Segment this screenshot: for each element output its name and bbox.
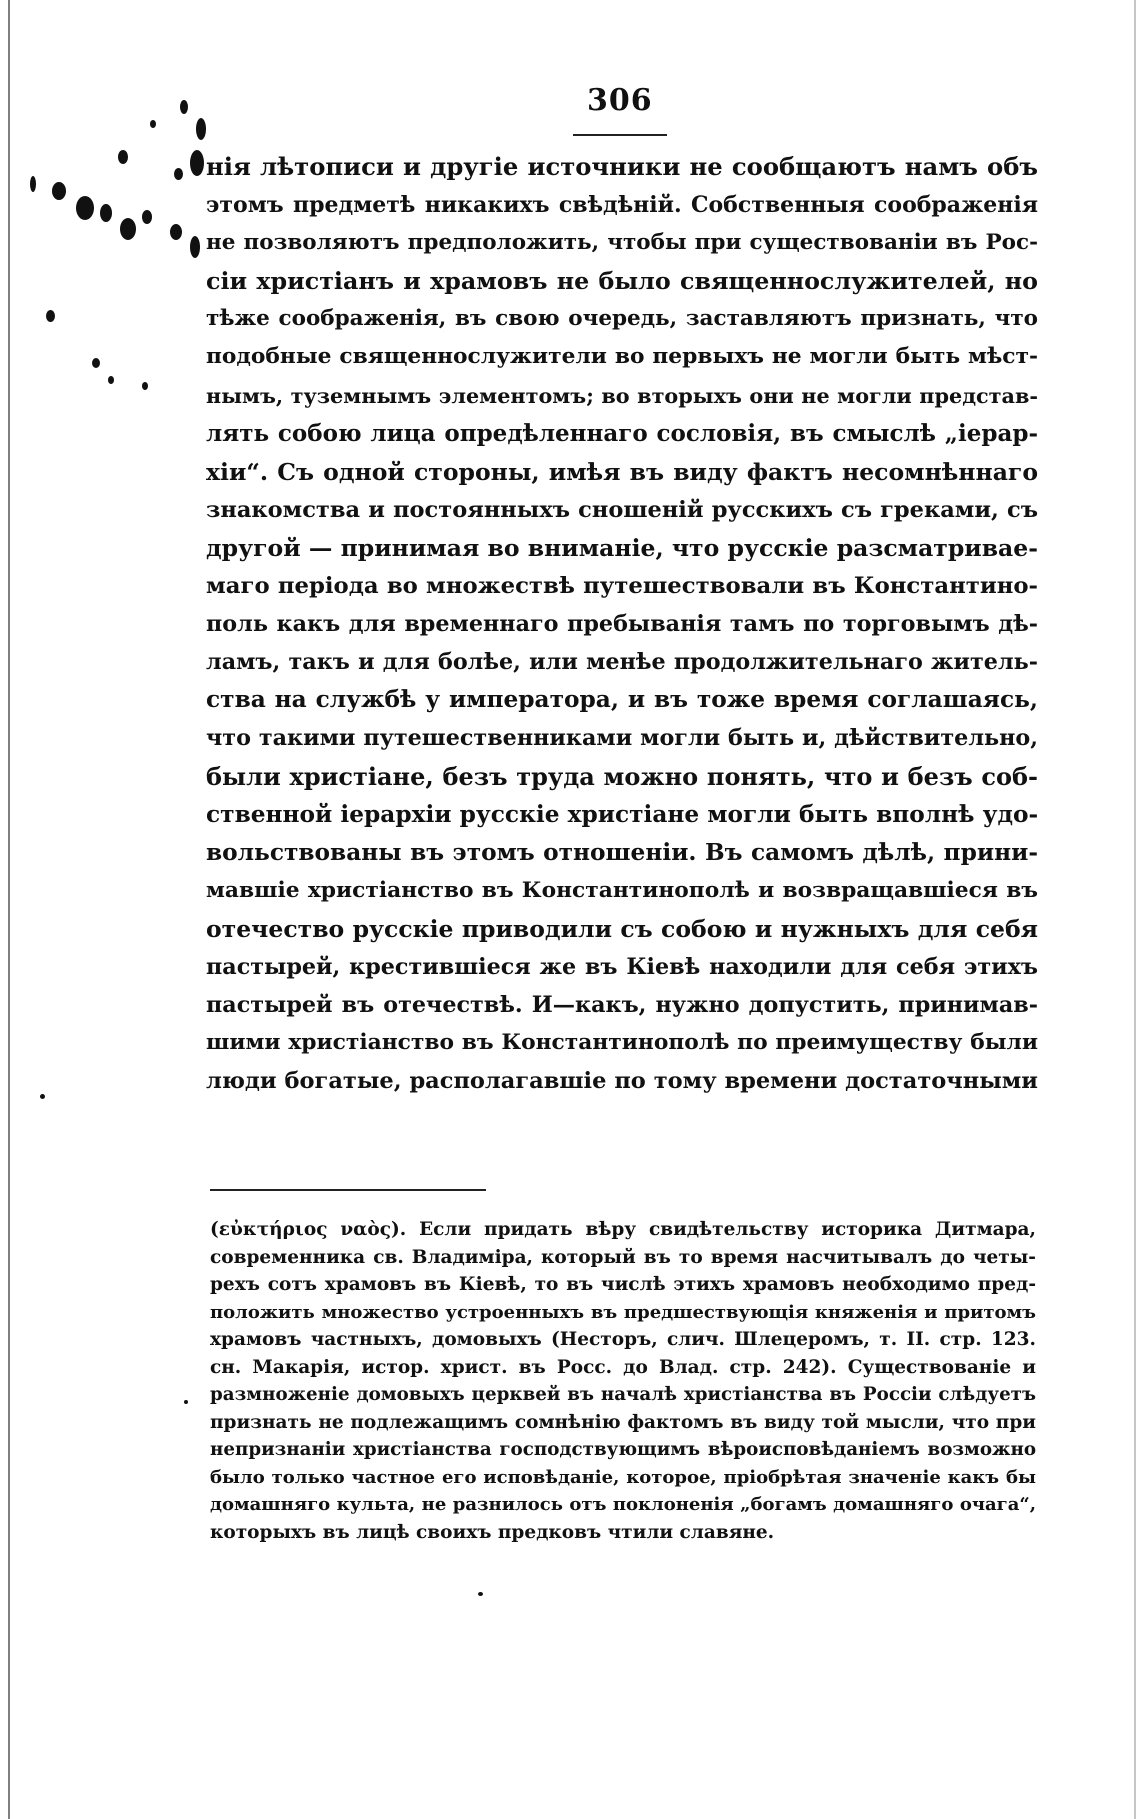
page-number: 306 xyxy=(587,83,653,118)
text-line: ственной іерархіи русскіе христіане могли быть вполнѣ удо- xyxy=(206,800,1039,828)
text-line: нія лѣтописи и другіе источники не сообщаютъ намъ объ xyxy=(206,152,1038,181)
footnote-line: непризнаніи христіанства господствующимъ вѣроисповѣданіемъ возможно xyxy=(210,1439,1036,1460)
footnote-line: размноженіе домовыхъ церквей въ началѣ христіанства въ Россіи слѣдуетъ xyxy=(210,1384,1036,1405)
left-page-edge xyxy=(8,0,10,1819)
text-line: мавшіе христіанство въ Константинополѣ и возвращавшіеся въ xyxy=(206,877,1038,903)
text-line: ламъ, такъ и для болѣе, или менѣе продолжительнаго житель- xyxy=(206,649,1038,676)
text-line: пастырей въ отечествѣ. И—какъ, нужно допустить, принимав- xyxy=(206,992,1038,1019)
footnote-line: сн. Макарія, истор. христ. въ Росс. до Влад. стр. 242). Существованіе и xyxy=(210,1356,1036,1378)
text-line: шими христіанство въ Константинополѣ по преимуществу были xyxy=(206,1030,1038,1056)
footnote-line: рехъ сотъ храмовъ въ Кіевѣ, то въ числѣ этихъ храмовъ необходимо пред- xyxy=(210,1274,1036,1295)
text-line: вольствованы въ этомъ отношеніи. Въ самомъ дѣлѣ, прини- xyxy=(206,838,1038,866)
text-line: пастырей, крестившіеся же въ Кіевѣ находили для себя этихъ xyxy=(206,953,1038,980)
footnote-line: (εὐκτήριος ναὸς). Если придать вѣру свидѣтельству историка Дитмара, xyxy=(210,1219,1036,1240)
text-line: были христіане, безъ труда можно понять, что и безъ соб- xyxy=(206,761,1038,791)
right-page-edge xyxy=(1134,0,1136,1819)
footnote-line: домашняго культа, не разнилось отъ поклоненія „богамъ домашняго очага“, xyxy=(210,1494,1036,1515)
text-line: другой — принимая во вниманіе, что русскіе разсматривае- xyxy=(206,533,1038,562)
text-line: сіи христіанъ и храмовъ не было священнослужителей, но xyxy=(206,267,1038,296)
text-line: нымъ, туземнымъ элементомъ; во вторыхъ они не могли представ- xyxy=(206,383,1038,408)
text-line: ства на службѣ у императора, и въ тоже время соглашаясь, xyxy=(206,686,1038,714)
footnote-line: которыхъ въ лицѣ своихъ предковъ чтили славяне. xyxy=(210,1521,775,1543)
text-line: маго періода во множествѣ путешествовали въ Константино- xyxy=(206,573,1038,600)
footnote-line: было только частное его исповѣданіе, которое, пріобрѣтая значеніе какъ бы xyxy=(210,1466,1036,1488)
footnote-line: современника св. Владиміра, который въ то время насчитывалъ до четы- xyxy=(210,1246,1036,1268)
header-rule xyxy=(573,134,667,136)
footnote-block xyxy=(210,1216,1036,1546)
text-line: что такими путешественниками могли быть и, дѣйствительно, xyxy=(206,725,1038,752)
text-line: люди богатые, располагавшіе по тому времени достаточными xyxy=(206,1068,1038,1095)
text-line: не позволяютъ предположить, чтобы при существованіи въ Рос- xyxy=(206,230,1038,256)
text-line: хіи“. Съ одной стороны, имѣя въ виду фактъ несомнѣннаго xyxy=(206,457,1038,486)
text-line: отечество русскіе приводили съ собою и нужныхъ для себя xyxy=(206,914,1038,943)
footnote-line: признать не подлежащимъ сомнѣнію фактомъ въ виду той мысли, что при xyxy=(210,1411,1036,1433)
main-text-block xyxy=(206,148,1038,1100)
text-line: знакомства и постоянныхъ сношеній русскихъ съ греками, съ xyxy=(206,496,1038,523)
footnote-line: положить множество устроенныхъ въ предшествующія княженія и притомъ xyxy=(210,1301,1036,1323)
text-line: поль какъ для временнаго пребыванія тамъ по торговымъ дѣ- xyxy=(206,611,1038,638)
footnote-line: храмовъ частныхъ, домовыхъ (Несторъ, слич. Шлецеромъ, т. II. стр. 123. xyxy=(210,1329,1036,1350)
text-line: подобные священнослужители во первыхъ не могли быть мѣст- xyxy=(206,344,1038,370)
text-line: лять собою лица опредѣленнаго сословія, въ смыслѣ „іерар- xyxy=(206,419,1038,447)
footnote-separator xyxy=(210,1189,486,1191)
text-line: этомъ предметѣ никакихъ свѣдѣній. Собственныя соображенія xyxy=(206,192,1038,219)
text-line: тѣже соображенія, въ свою очередь, заставляютъ признать, что xyxy=(206,306,1038,332)
